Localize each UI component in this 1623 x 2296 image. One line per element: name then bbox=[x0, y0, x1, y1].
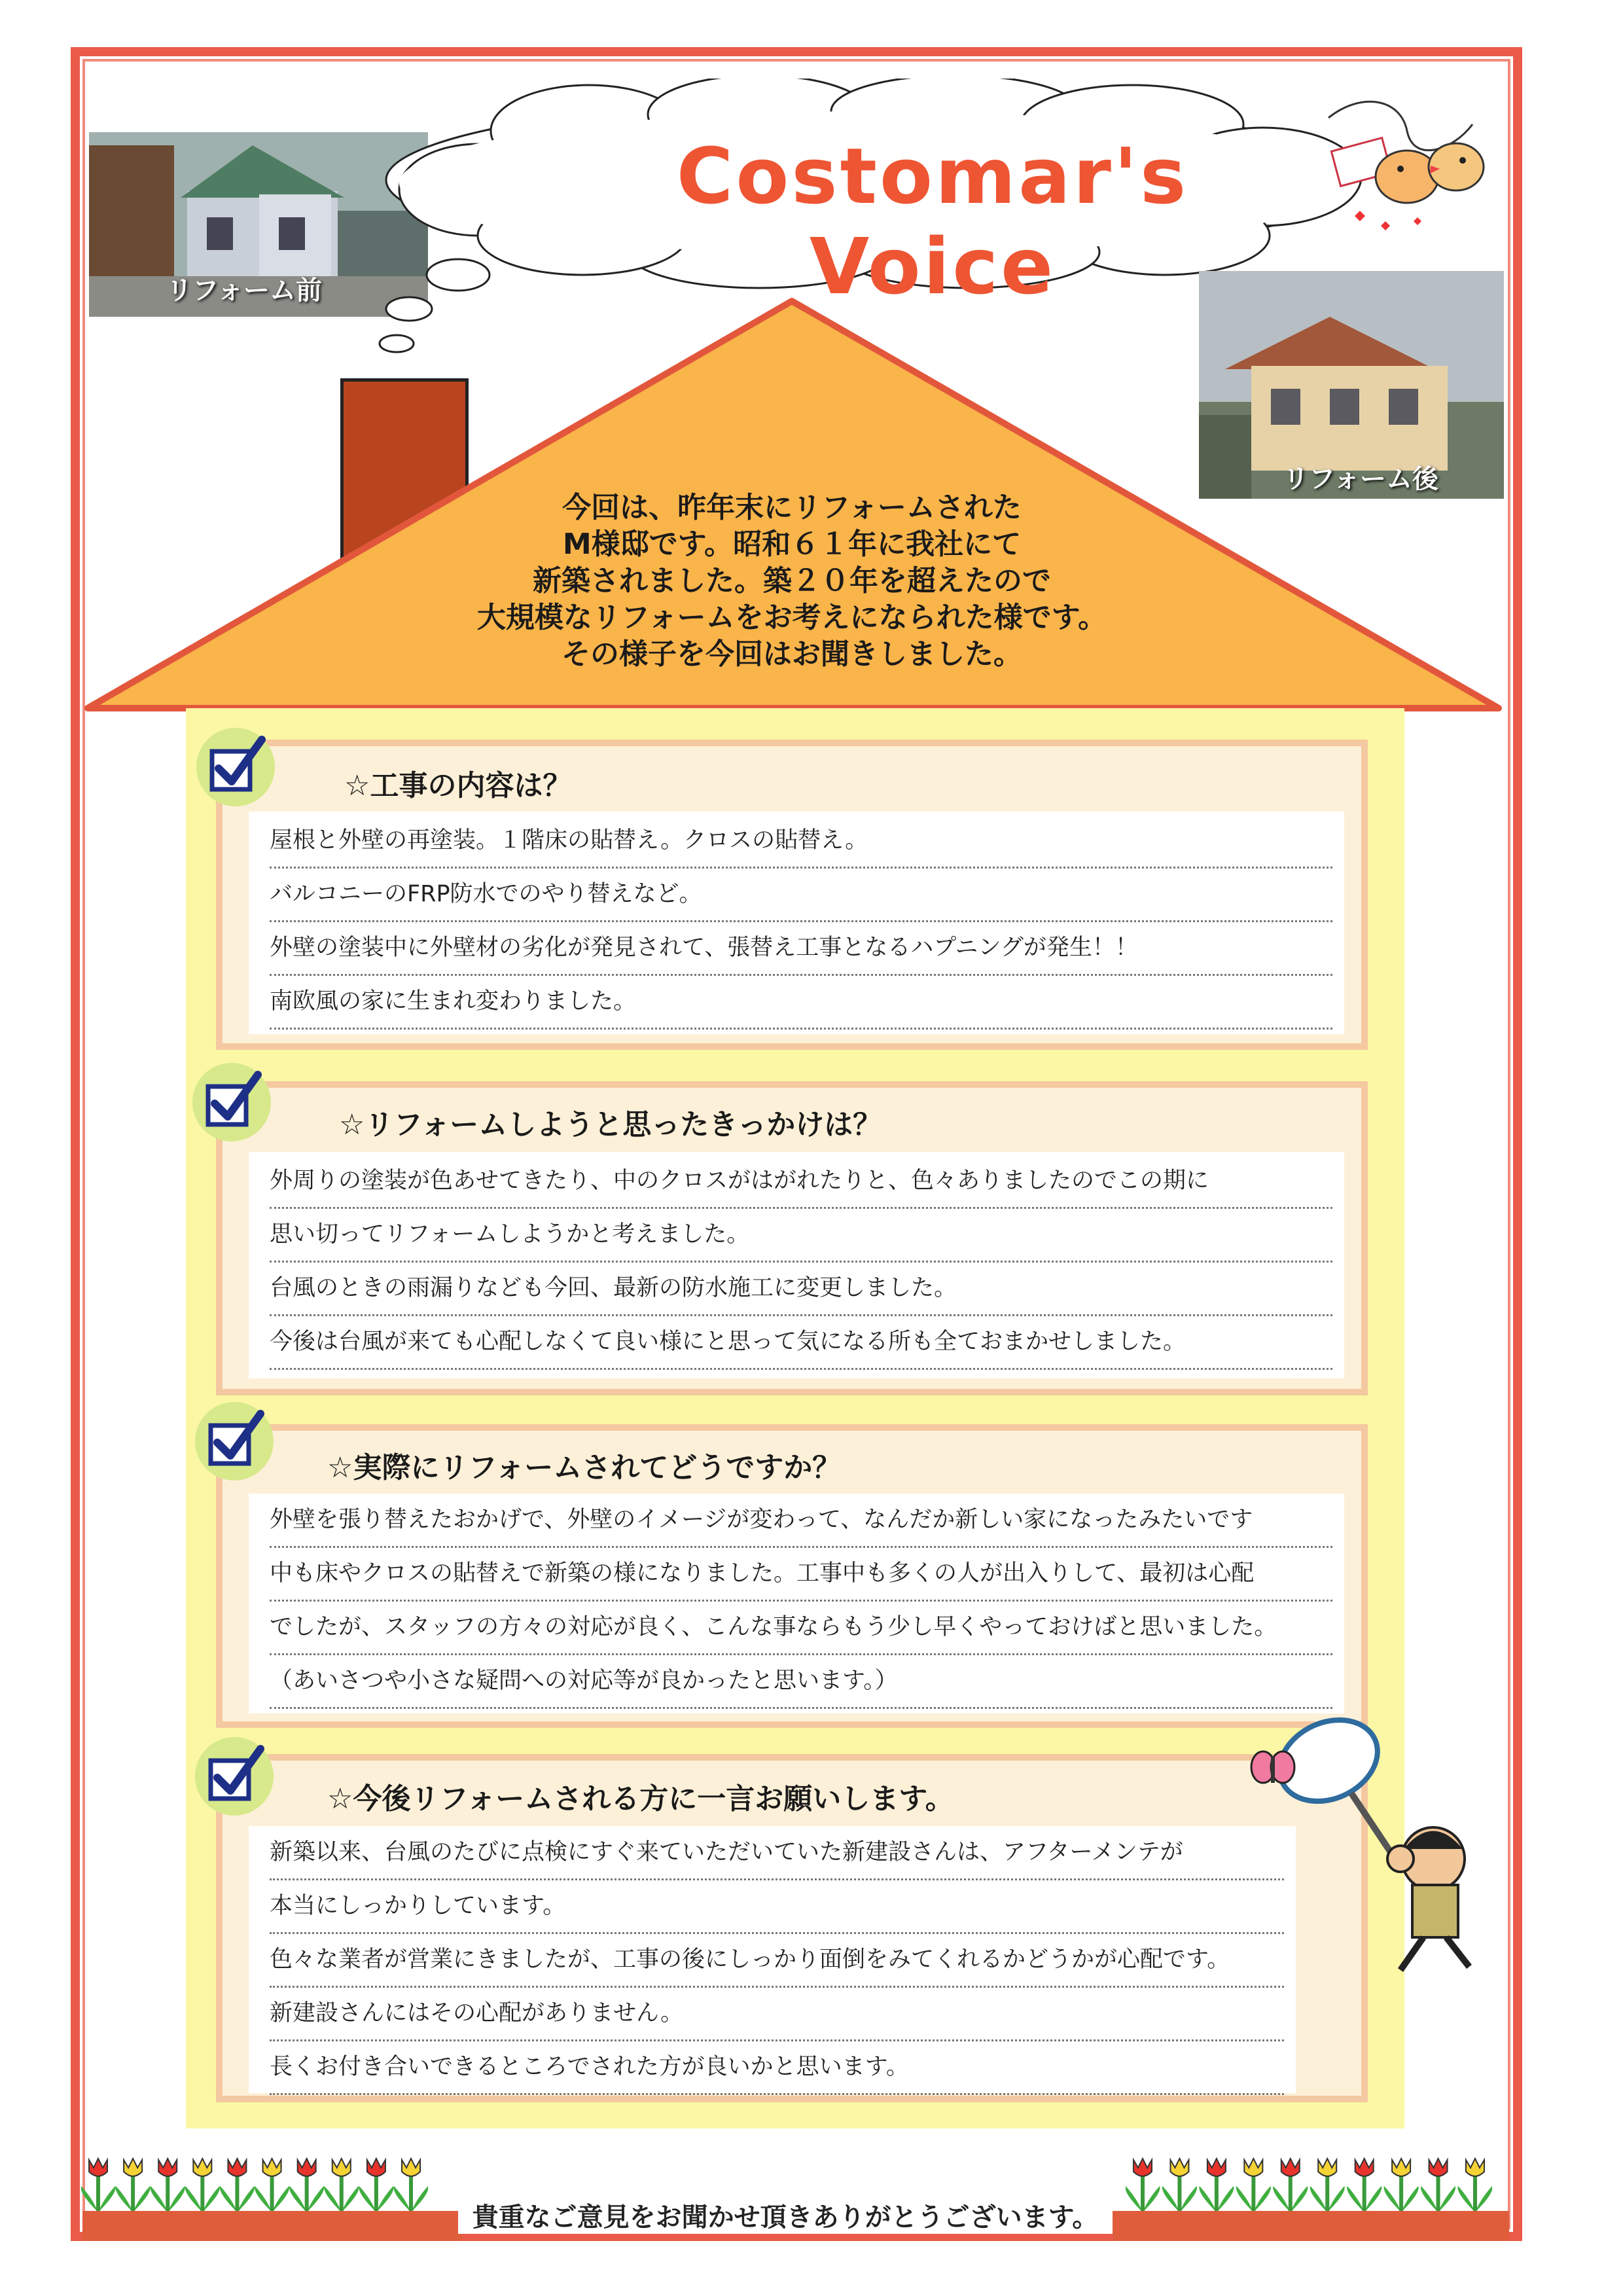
intro-text bbox=[386, 490, 1198, 673]
section-work-content bbox=[216, 740, 1368, 1050]
section-line: 台風のときの雨漏りなども今回、最新の防水施工に変更しました。 bbox=[270, 1262, 1332, 1316]
tulip-icon bbox=[324, 2159, 359, 2215]
boy-with-net-illustration bbox=[1237, 1708, 1499, 1983]
before-caption: リフォーム前 bbox=[166, 276, 322, 306]
tulip-icon bbox=[289, 2159, 324, 2215]
tulip-icon bbox=[1421, 2159, 1455, 2215]
tulip-icon bbox=[220, 2159, 255, 2215]
intro-line: 新築されました。築２０年を超えたので bbox=[533, 564, 1051, 598]
page-title: Costomar's Voice bbox=[676, 131, 1189, 312]
section-experience bbox=[216, 1424, 1368, 1728]
section-panel bbox=[249, 1494, 1344, 1713]
intro-line: その様子を今回はお聞きしました。 bbox=[562, 637, 1022, 671]
checkbox-icon bbox=[192, 1399, 276, 1483]
section-line: 新建設さんにはその心配がありません。 bbox=[270, 1987, 1284, 2041]
section-line: でしたが、スタッフの方々の対応が良く、こんな事ならもう少し早くやっておけばと思いました。 bbox=[270, 1601, 1332, 1655]
footer-message: 貴重なご意見をお聞かせ頂きありがとうございます。 bbox=[458, 2197, 1113, 2234]
section-line: 屋根と外壁の再塗装。１階床の貼替え。クロスの貼替え。 bbox=[270, 814, 1332, 869]
after-caption: リフォーム後 bbox=[1283, 464, 1438, 494]
tulip-icon bbox=[185, 2159, 220, 2215]
footer-bar-left bbox=[82, 2211, 462, 2241]
section-motivation bbox=[216, 1081, 1368, 1395]
intro-line: 今回は、昨年末にリフォームされた bbox=[562, 491, 1022, 524]
checkbox-icon bbox=[192, 1734, 276, 1818]
intro-line: 大規模なリフォームをお考えになられた様です。 bbox=[476, 601, 1107, 634]
tulip-icon bbox=[151, 2159, 185, 2215]
tulip-icon bbox=[1126, 2159, 1160, 2215]
section-line: 思い切ってリフォームしようかと考えました。 bbox=[270, 1208, 1332, 1263]
section-heading: ☆今後リフォームされる方に一言お願いします。 bbox=[327, 1782, 954, 1816]
section-advice bbox=[216, 1754, 1368, 2102]
section-line: バルコニーのFRP防水でのやり替えなど。 bbox=[270, 868, 1332, 922]
section-line: （あいさつや小さな疑問への対応等が良かったと思います。） bbox=[270, 1655, 1332, 1709]
section-heading: ☆リフォームしようと思ったきっかけは？ bbox=[339, 1108, 882, 1141]
tulip-icon bbox=[1199, 2159, 1234, 2215]
tulip-icon bbox=[1347, 2159, 1382, 2215]
tulip-icon bbox=[394, 2159, 428, 2215]
tulip-icon bbox=[81, 2159, 115, 2215]
tulip-icon bbox=[1236, 2159, 1271, 2215]
section-line: 今後は台風が来ても心配しなくて良い様にと思って気になる所も全ておまかせしました。 bbox=[270, 1316, 1332, 1370]
tulip-icon bbox=[1384, 2159, 1419, 2215]
section-panel bbox=[249, 1826, 1296, 2093]
section-panel bbox=[249, 1152, 1344, 1378]
footer-bar-right bbox=[1113, 2211, 1509, 2241]
checkbox-icon bbox=[194, 725, 277, 809]
section-panel bbox=[249, 812, 1344, 1034]
tulip-icon bbox=[359, 2159, 393, 2215]
tulip-icon bbox=[116, 2159, 151, 2215]
section-line: 外壁を張り替えたおかげで、外壁のイメージが変わって、なんだか新しい家になったみたいです bbox=[270, 1494, 1332, 1548]
section-line: 外周りの塗装が色あせてきたり、中のクロスがはがれたりと、色々ありましたのでこの期に bbox=[270, 1155, 1332, 1209]
tulip-icon bbox=[1458, 2159, 1492, 2215]
love-birds-illustration bbox=[1309, 92, 1505, 242]
section-line: 色々な業者が営業にきましたが、工事の後にしっかり面倒をみてくれるかどうかが心配です。 bbox=[270, 1933, 1284, 1988]
tulip-icon bbox=[255, 2159, 289, 2215]
section-heading: ☆実際にリフォームされてどうですか？ bbox=[327, 1451, 842, 1484]
section-line: 本当にしっかりしています。 bbox=[270, 1880, 1284, 1934]
butterfly-icon bbox=[1251, 1751, 1294, 1783]
section-heading: ☆工事の内容は？ bbox=[344, 769, 572, 802]
section-line: 新築以来、台風のたびに点検にすぐ来ていただいていた新建設さんは、アフターメンテが bbox=[270, 1826, 1284, 1880]
intro-line: M様邸です。昭和６１年に我社にて bbox=[562, 528, 1022, 561]
section-line: 中も床やクロスの貼替えで新築の様になりました。工事中も多くの人が出入りして、最初は心配 bbox=[270, 1547, 1332, 1602]
tulip-icon bbox=[1273, 2159, 1308, 2215]
tulip-icon bbox=[1310, 2159, 1345, 2215]
section-line: 南欧風の家に生まれ変わりました。 bbox=[270, 975, 1332, 1030]
section-line: 長くお付き合いできるところでされた方が良いかと思います。 bbox=[270, 2041, 1284, 2095]
tulip-icon bbox=[1162, 2159, 1197, 2215]
checkbox-icon bbox=[190, 1060, 274, 1144]
section-line: 外壁の塗装中に外壁材の劣化が発見されて、張替え工事となるハプニングが発生！！ bbox=[270, 922, 1332, 976]
